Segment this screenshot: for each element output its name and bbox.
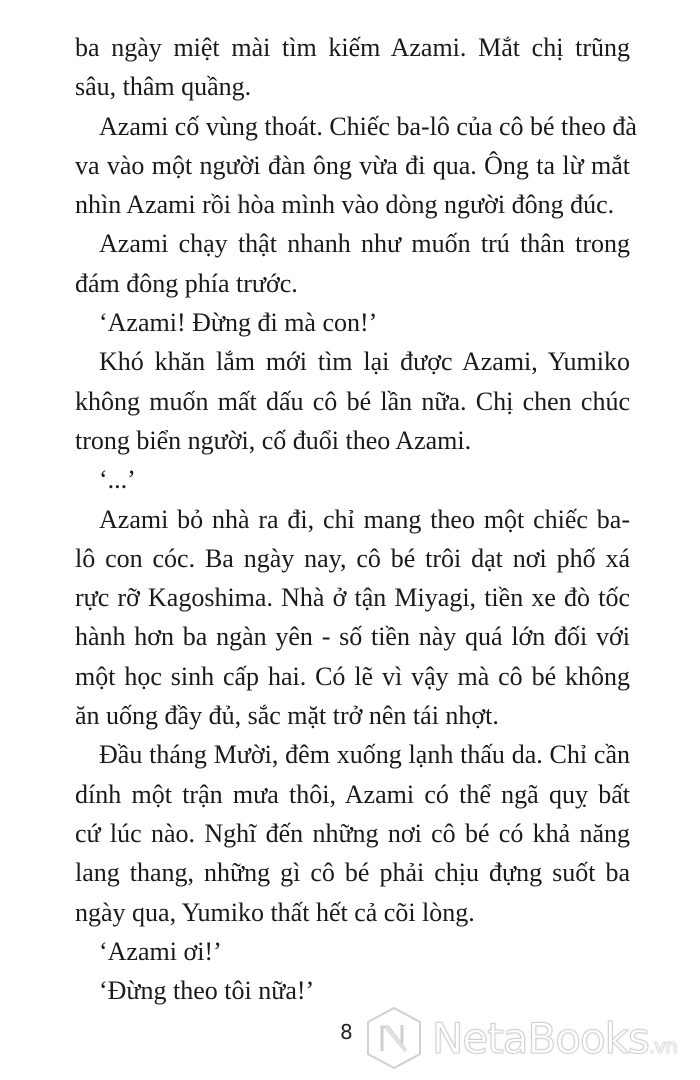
watermark <box>364 1003 694 1073</box>
text-line: rực rỡ Kagoshima. Nhà ở tận Miyagi, tiền xe đò tốc <box>75 583 630 613</box>
page-number: 8 <box>340 1020 353 1044</box>
paragraph <box>75 28 630 107</box>
paragraph <box>75 303 630 342</box>
book-page-text <box>75 28 637 1010</box>
paragraph <box>75 342 630 460</box>
text-line: va vào một người đàn ông vừa đi qua. Ông ta lừ mắt <box>75 150 630 180</box>
watermark-brand-name: NetaBooks <box>432 1013 649 1063</box>
text-line: hành hơn ba ngàn yên - số tiền này quá lớn đối với <box>75 622 630 652</box>
watermark-suffix: .vn <box>648 1033 677 1058</box>
paragraph <box>75 107 637 225</box>
text-line: dính một trận mưa thôi, Azami có thể ngã quỵ bất <box>75 779 630 809</box>
watermark-brand <box>432 1014 677 1063</box>
text-line: trong biển người, cố đuổi theo Azami. <box>75 425 472 455</box>
text-line: không muốn mất dấu cô bé lần nữa. Chị chen chúc <box>75 386 630 416</box>
text-line: Đầu tháng Mười, đêm xuống lạnh thấu da. Chỉ cần <box>99 740 630 770</box>
text-line: ‘...’ <box>99 465 136 495</box>
netabooks-hexagon-logo-icon <box>364 1005 424 1071</box>
text-line: lô con cóc. Ba ngày nay, cô bé trôi dạt nơi phố xá <box>75 543 630 573</box>
text-line: Khó khăn lắm mới tìm lại được Azami, Yumiko <box>99 347 630 377</box>
text-line: một học sinh cấp hai. Có lẽ vì vậy mà cô bé không <box>75 661 630 691</box>
text-line: ‘Azami ơi!’ <box>99 936 222 966</box>
text-line: Azami bỏ nhà ra đi, chỉ mang theo một chiếc ba- <box>99 504 630 534</box>
paragraph <box>75 224 630 303</box>
text-line: ‘Đừng theo tôi nữa!’ <box>99 976 315 1006</box>
text-line: ăn uống đầy đủ, sắc mặt trở nên tái nhợt. <box>75 701 499 731</box>
paragraph <box>75 460 630 499</box>
text-line: lang thang, những gì cô bé phải chịu đựng suốt ba <box>75 858 630 888</box>
text-line: cứ lúc nào. Nghĩ đến những nơi cô bé có khả năng <box>75 818 630 848</box>
text-line: ‘Azami! Đừng đi mà con!’ <box>99 308 378 338</box>
paragraph <box>75 500 630 736</box>
text-line: nhìn Azami rồi hòa mình vào dòng người đông đúc. <box>75 190 615 220</box>
paragraph <box>75 932 630 971</box>
paragraph <box>75 735 630 931</box>
text-line: Azami chạy thật nhanh như muốn trú thân trong <box>99 229 630 259</box>
text-line: sâu, thâm quầng. <box>75 72 252 102</box>
text-line: Azami cố vùng thoát. Chiếc ba-lô của cô bé theo đà <box>99 111 637 141</box>
text-line: ba ngày miệt mài tìm kiếm Azami. Mắt chị trũng <box>75 33 630 62</box>
text-line: ngày qua, Yumiko thất hết cả cõi lòng. <box>75 897 475 927</box>
text-line: đám đông phía trước. <box>75 268 298 298</box>
